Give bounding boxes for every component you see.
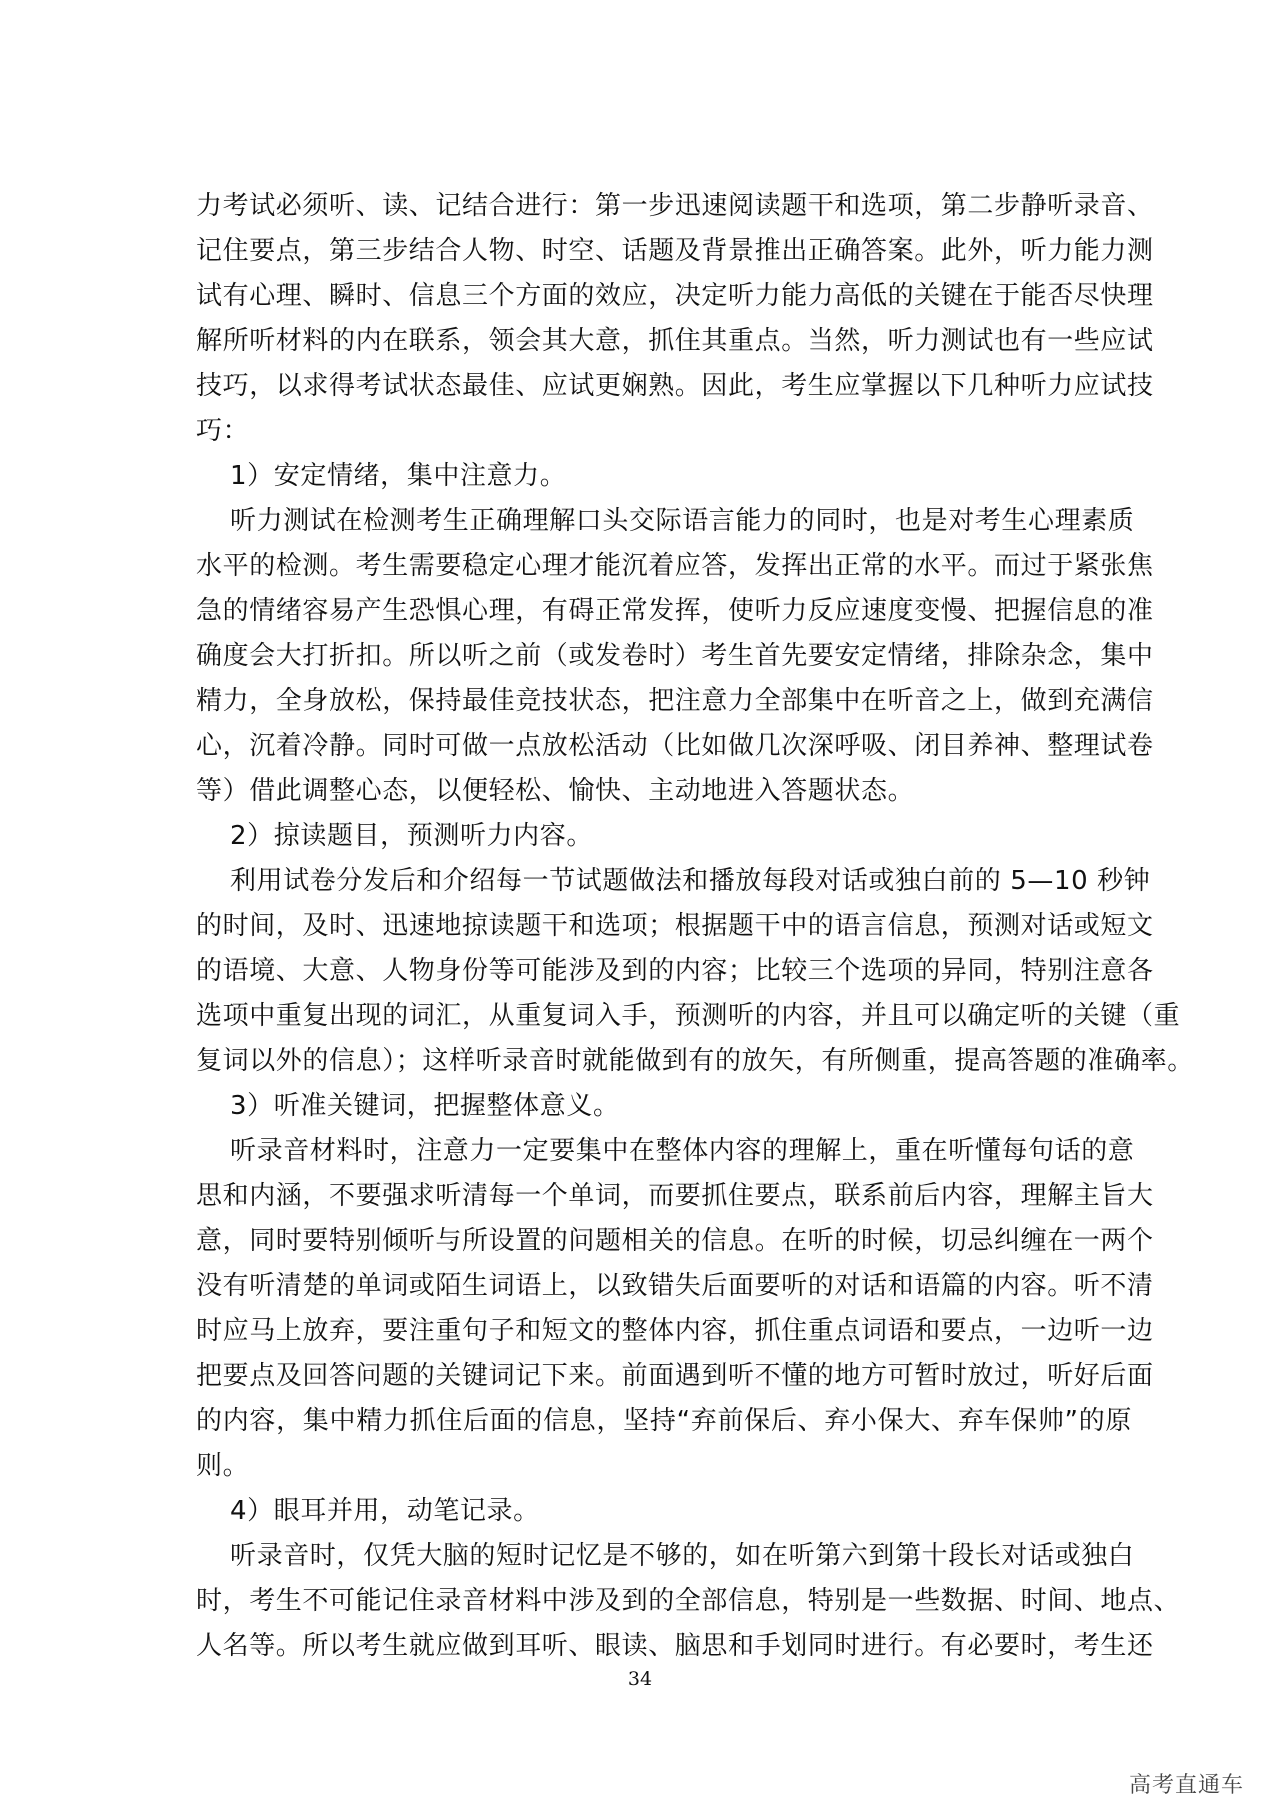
text-line: 急的情绪容易产生恐惧心理，有碍正常发挥，使听力反应速度变慢、把握信息的准 bbox=[196, 596, 1154, 626]
text-line: 技巧，以求得考试状态最佳、应试更娴熟。因此，考生应掌握以下几种听力应试技 bbox=[196, 371, 1154, 401]
text-line: 没有听清楚的单词或陌生词语上，以致错失后面要听的对话和语篇的内容。听不清 bbox=[196, 1271, 1154, 1301]
page-number: 34 bbox=[627, 1668, 653, 1690]
text-line: 试有心理、瞬时、信息三个方面的效应，决定听力能力高低的关键在于能否尽快理 bbox=[196, 281, 1154, 311]
section-heading: 1）安定情绪，集中注意力。 bbox=[230, 461, 567, 491]
text-line: 解所听材料的内在联系，领会其大意，抓住其重点。当然，听力测试也有一些应试 bbox=[196, 326, 1154, 356]
text-line: 等）借此调整心态，以便轻松、愉快、主动地进入答题状态。 bbox=[196, 776, 915, 806]
text-line: 巧： bbox=[196, 416, 250, 446]
text-line: 力考试必须听、读、记结合进行：第一步迅速阅读题干和选项，第二步静听录音、 bbox=[196, 191, 1154, 221]
text-line: 复词以外的信息）；这样听录音时就能做到有的放矢，有所侧重，提高答题的准确率。 bbox=[196, 1046, 1194, 1076]
text-line: 利用试卷分发后和介绍每一节试题做法和播放每段对话或独白前的 5—10 秒钟 bbox=[230, 866, 1151, 896]
text-line: 意，同时要特别倾听与所设置的问题相关的信息。在听的时候，切忌纠缠在一两个 bbox=[196, 1226, 1154, 1256]
text-line: 精力，全身放松，保持最佳竞技状态，把注意力全部集中在听音之上，做到充满信 bbox=[196, 686, 1154, 716]
text-line: 的时间，及时、迅速地掠读题干和选项；根据题干中的语言信息，预测对话或短文 bbox=[196, 911, 1154, 941]
section-heading: 3）听准关键词，把握整体意义。 bbox=[230, 1091, 620, 1121]
text-line: 听录音时，仅凭大脑的短时记忆是不够的，如在听第六到第十段长对话或独白 bbox=[230, 1541, 1135, 1571]
section-heading: 2）掠读题目，预测听力内容。 bbox=[230, 821, 593, 851]
text-line: 的内容，集中精力抓住后面的信息，坚持“弃前保后、弃小保大、弃车保帅”的原 bbox=[196, 1406, 1132, 1436]
text-line: 水平的检测。考生需要稳定心理才能沉着应答，发挥出正常的水平。而过于紧张焦 bbox=[196, 551, 1154, 581]
text-line: 确度会大打折扣。所以听之前（或发卷时）考生首先要安定情绪，排除杂念，集中 bbox=[196, 641, 1154, 671]
text-line: 听力测试在检测考生正确理解口头交际语言能力的同时，也是对考生心理素质 bbox=[230, 506, 1135, 536]
text-line: 的语境、大意、人物身份等可能涉及到的内容；比较三个选项的异同，特别注意各 bbox=[196, 956, 1154, 986]
text-line: 则。 bbox=[196, 1451, 250, 1481]
text-line: 记住要点，第三步结合人物、时空、话题及背景推出正确答案。此外，听力能力测 bbox=[196, 236, 1154, 266]
text-line: 时应马上放弃，要注重句子和短文的整体内容，抓住重点词语和要点，一边听一边 bbox=[196, 1316, 1154, 1346]
text-line: 把要点及回答问题的关键词记下来。前面遇到听不懂的地方可暂时放过，听好后面 bbox=[196, 1361, 1154, 1391]
text-line: 选项中重复出现的词汇，从重复词入手，预测听的内容，并且可以确定听的关键（重 bbox=[196, 1001, 1181, 1031]
watermark-label: 高考直通车 bbox=[1128, 1773, 1244, 1798]
section-heading: 4）眼耳并用，动笔记录。 bbox=[230, 1496, 540, 1526]
text-line: 听录音材料时，注意力一定要集中在整体内容的理解上，重在听懂每句话的意 bbox=[230, 1136, 1135, 1166]
text-line: 时，考生不可能记住录音材料中涉及到的全部信息，特别是一些数据、时间、地点、 bbox=[196, 1586, 1181, 1616]
text-line: 思和内涵，不要强求听清每一个单词，而要抓住要点，联系前后内容，理解主旨大 bbox=[196, 1181, 1154, 1211]
text-line: 心，沉着冷静。同时可做一点放松活动（比如做几次深呼吸、闭目养神、整理试卷 bbox=[196, 731, 1154, 761]
text-line: 人名等。所以考生就应做到耳听、眼读、脑思和手划同时进行。有必要时，考生还 bbox=[196, 1631, 1154, 1661]
